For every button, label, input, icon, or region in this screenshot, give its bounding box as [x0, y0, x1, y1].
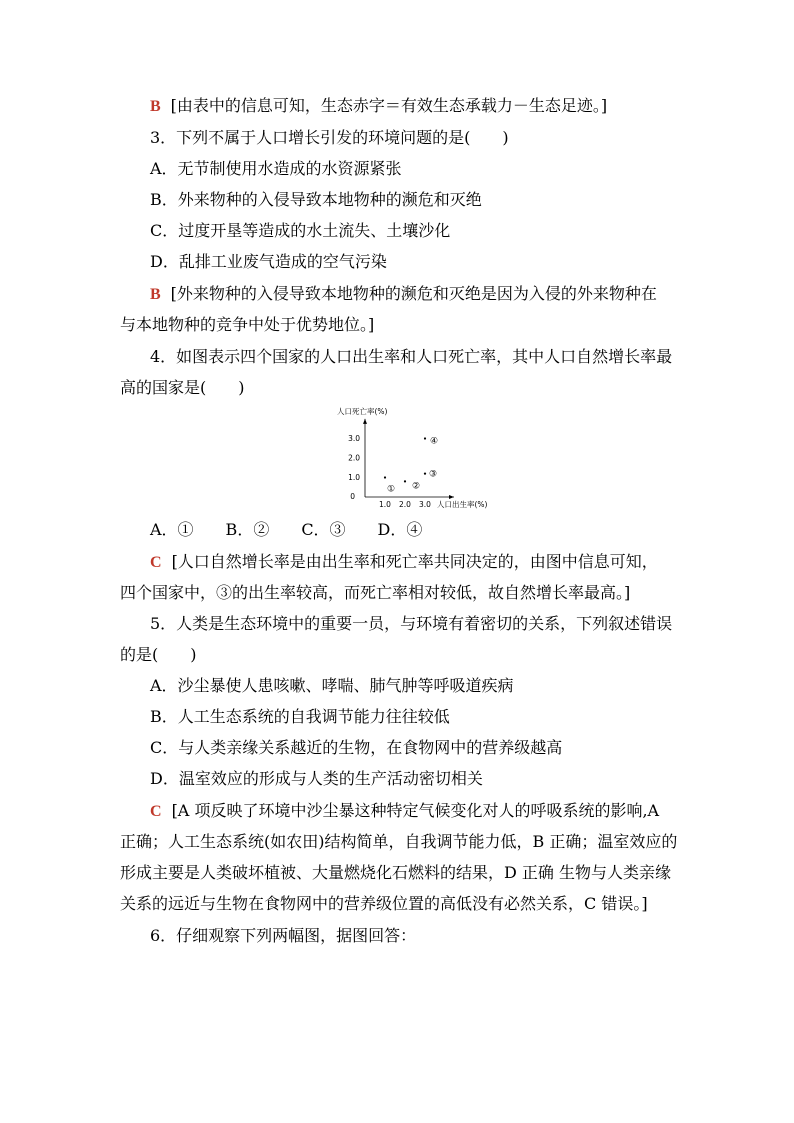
- data-point-label: ③: [429, 469, 438, 480]
- option-c: C．过度开垦等造成的水土流失、土壤沙化: [150, 221, 451, 240]
- question-4-stem-cont: 高的国家是( ): [120, 378, 245, 397]
- data-point: [404, 480, 406, 482]
- option-a: A．无节制使用水造成的水资源紧张: [150, 159, 402, 178]
- answer-letter: B: [150, 98, 161, 115]
- answer-explanation-cont: 形成主要是人类破坏植被、大量燃烧化石燃料的结果，D 正确 生物与人类亲缘: [120, 863, 672, 882]
- option-b: B．外来物种的入侵导致本地物种的濒危和灭绝: [150, 190, 482, 209]
- x-tick-label: 2.0: [399, 500, 411, 509]
- y-axis-arrow: [363, 419, 367, 424]
- q2-answer-line: [150, 96, 607, 117]
- x-axis-title: 人口出生率(%): [437, 500, 488, 509]
- option-b: B．人工生态系统的自我调节能力往往较低: [150, 707, 450, 726]
- y-tick-label: 3.0: [348, 434, 360, 443]
- answer-explanation-cont: 与本地物种的竞争中处于优势地位。]: [120, 315, 375, 334]
- answer-explanation: [A 项反映了环境中沙尘暴这种特定气候变化对人的呼吸系统的影响,A: [171, 801, 660, 820]
- answer-explanation-cont: 关系的远近与生物在食物网中的营养级位置的高低没有必然关系，C 错误。]: [120, 894, 648, 913]
- x-axis-arrow: [449, 495, 454, 499]
- data-point-label: ②: [412, 481, 421, 492]
- answer-explanation-cont: 正确；人工生态系统(如农田)结构简单，自我调节能力低，B 正确；温室效应的: [120, 832, 678, 851]
- question-4-stem: 4．如图表示四个国家的人口出生率和人口死亡率，其中人口自然增长率最: [150, 347, 673, 366]
- data-point: [424, 437, 426, 439]
- option-d: D．乱排工业废气造成的空气污染: [150, 252, 387, 271]
- y-tick-label: 1.0: [348, 473, 360, 482]
- question-6-stem: 6．仔细观察下列两幅图，据图回答：: [150, 926, 417, 945]
- x-tick-label: 1.0: [379, 500, 391, 509]
- answer-letter: C: [150, 554, 162, 571]
- origin-label: 0: [350, 492, 355, 501]
- question-5-stem-cont: 的是( ): [120, 645, 197, 664]
- option-c: C．与人类亲缘关系越近的生物，在食物网中的营养级越高: [150, 738, 563, 757]
- question-4-options: A．① B．② C．③ D．④: [150, 520, 423, 539]
- data-point: [384, 476, 386, 478]
- data-point-label: ④: [430, 436, 439, 447]
- answer-explanation: [外来物种的入侵导致本地物种的濒危和灭绝是因为入侵的外来物种在: [170, 284, 657, 303]
- q5-answer-line: [150, 801, 659, 822]
- answer-explanation: [人口自然增长率是由出生率和死亡率共同决定的，由图中信息可知，: [171, 552, 658, 571]
- question-3-stem: 3．下列不属于人口增长引发的环境问题的是( ): [150, 128, 509, 147]
- data-point-label: ①: [387, 484, 396, 495]
- answer-explanation: [由表中的信息可知，生态赤字＝有效生态承载力－生态足迹。]: [170, 96, 608, 115]
- answer-letter: B: [150, 286, 161, 303]
- x-tick-label: 3.0: [419, 500, 431, 509]
- option-a: A．沙尘暴使人患咳嗽、哮喘、肺气肿等呼吸道疾病: [150, 676, 514, 695]
- q4-answer-line: [150, 552, 658, 573]
- answer-letter: C: [150, 803, 162, 820]
- question-5-stem: 5．人类是生态环境中的重要一员，与环境有着密切的关系，下列叙述错误: [150, 614, 673, 633]
- q3-answer-line: [150, 284, 657, 305]
- y-axis-title: 人口死亡率(%): [337, 407, 388, 416]
- birth-death-rate-chart: [335, 404, 495, 510]
- data-point: [424, 473, 426, 475]
- answer-explanation-cont: 四个国家中，③的出生率较高，而死亡率相对较低，故自然增长率最高。]: [120, 583, 631, 602]
- option-d: D．温室效应的形成与人类的生产活动密切相关: [150, 769, 483, 788]
- y-tick-label: 2.0: [348, 453, 360, 463]
